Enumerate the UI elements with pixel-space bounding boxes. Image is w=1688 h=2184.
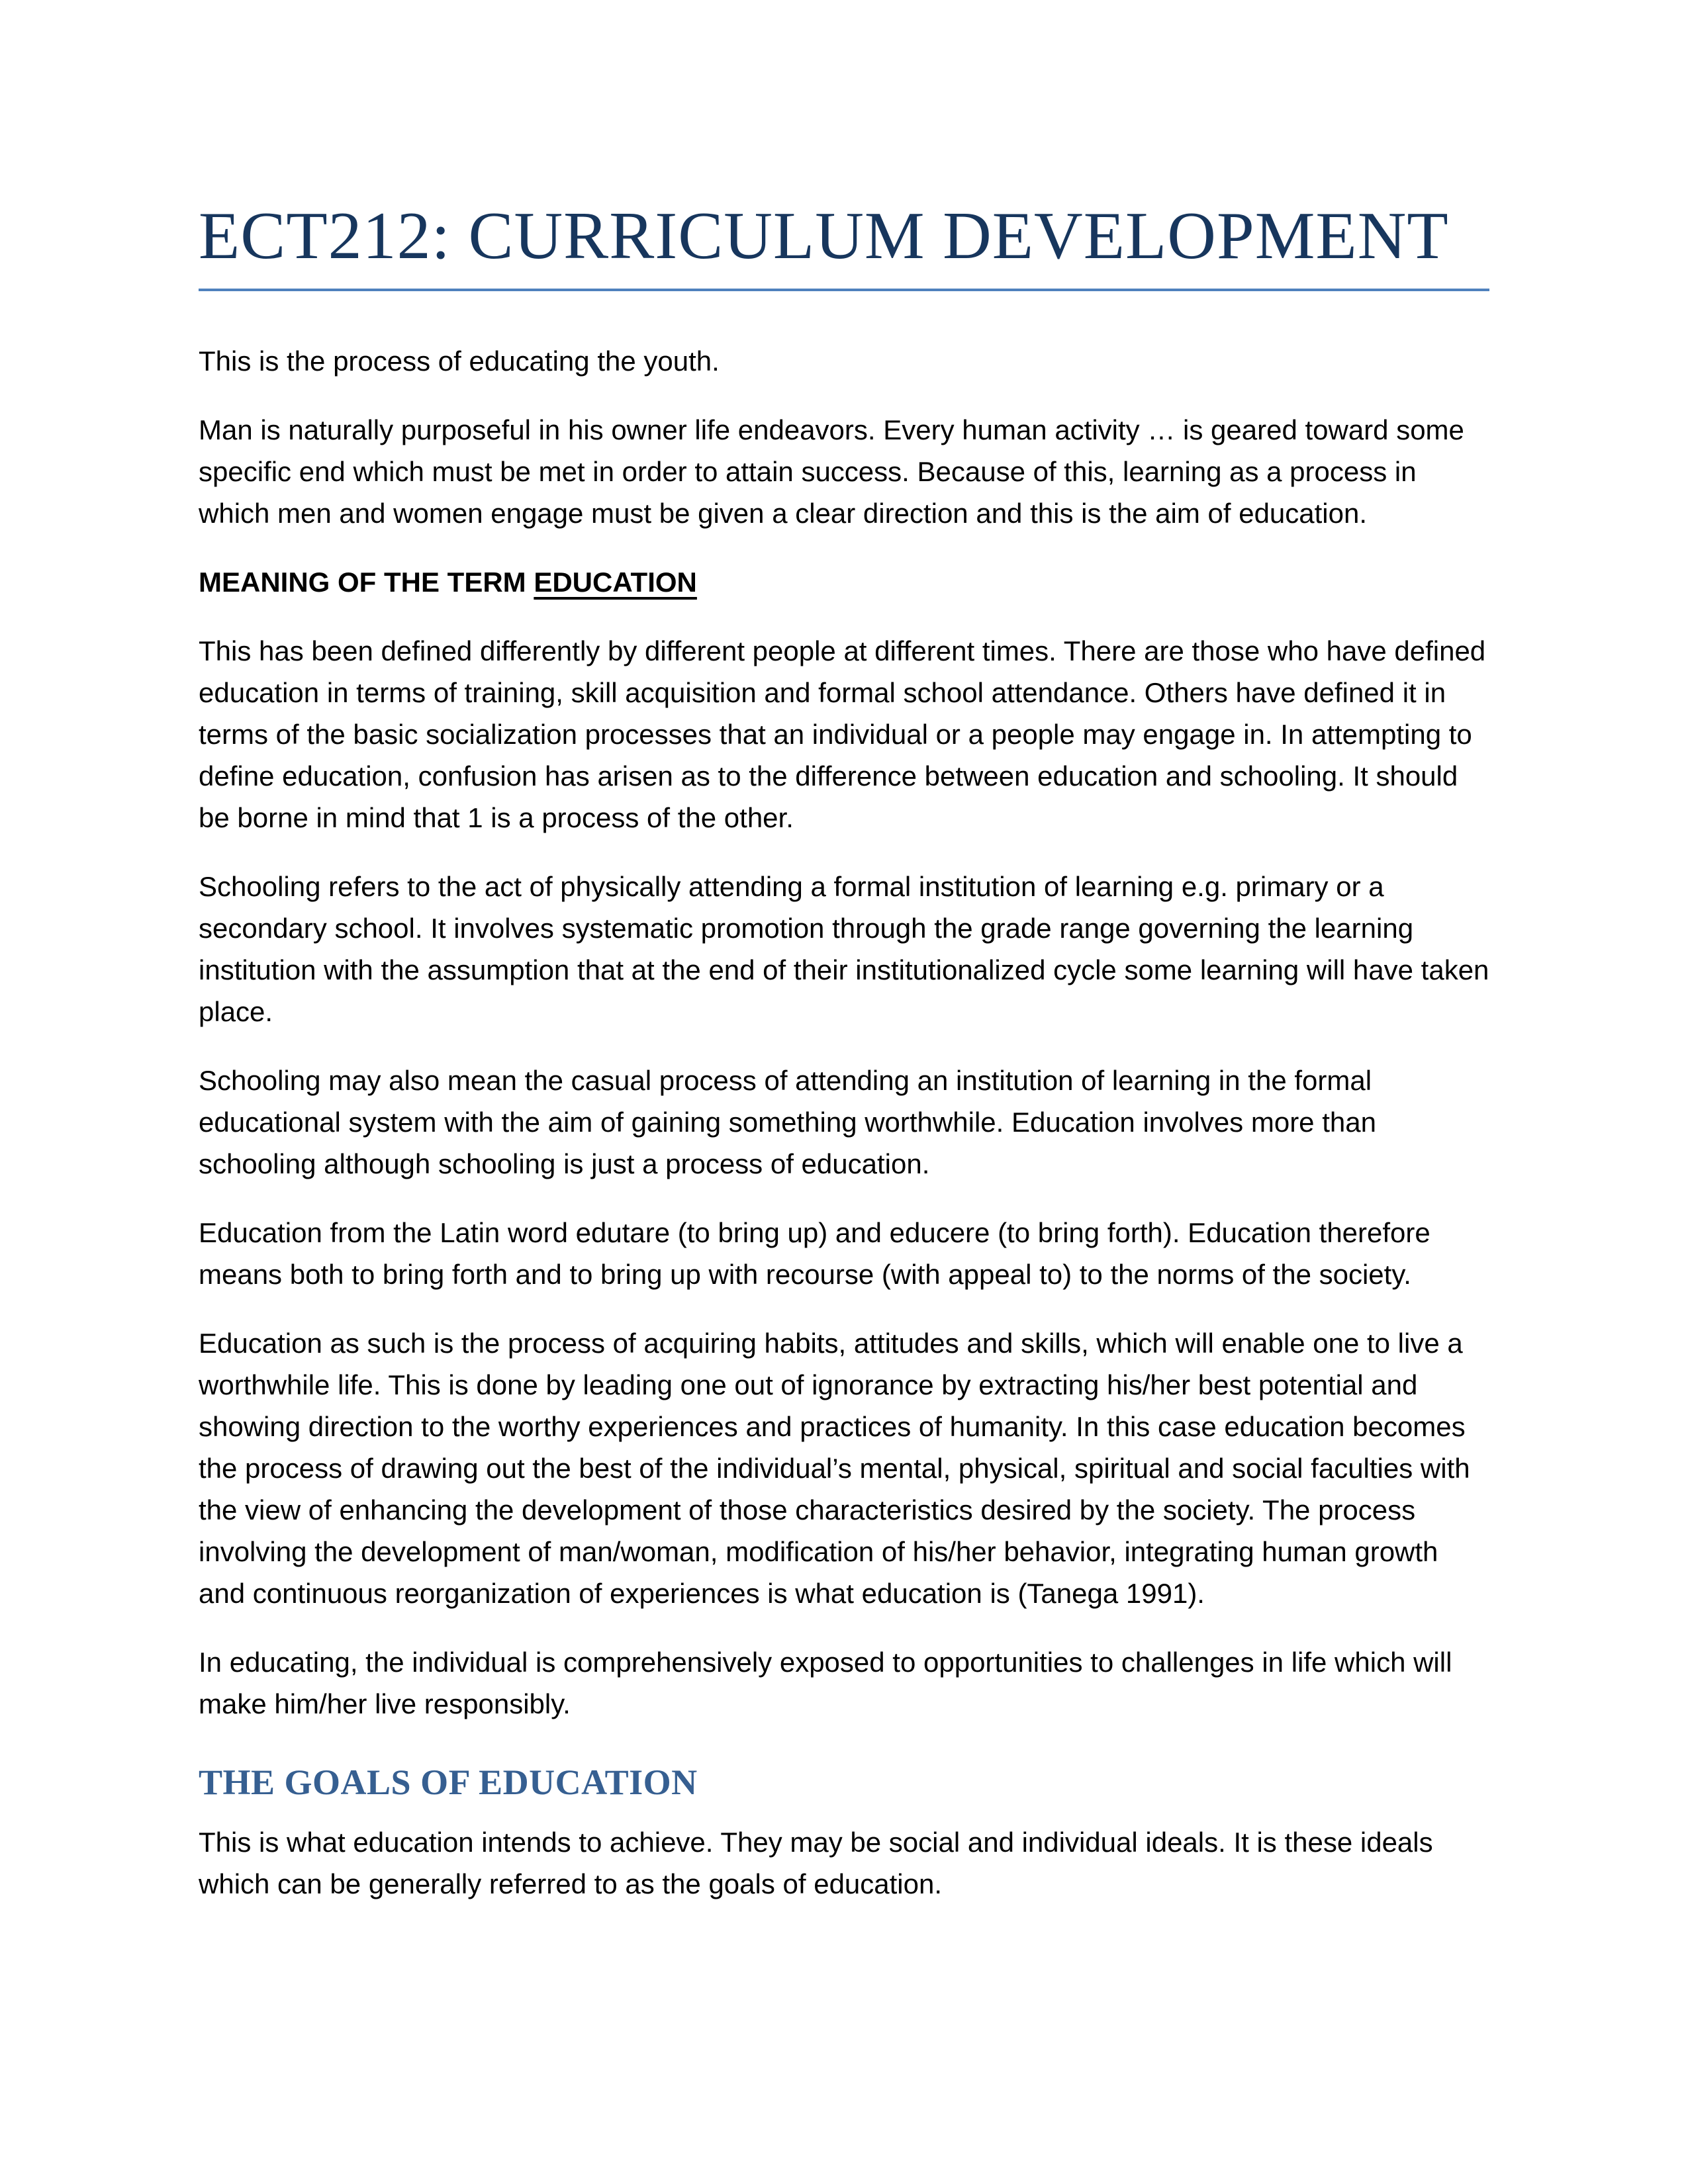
heading-meaning-prefix: MEANING OF THE TERM [199, 567, 534, 598]
section-heading-goals-of-education: THE GOALS OF EDUCATION [199, 1762, 698, 1803]
heading-meaning-term-underlined: EDUCATION [534, 567, 697, 598]
paragraph-meaning-1: This has been defined differently by different people at different times. There are those who have defined education in terms of training, skill acquisition and formal school attendance. Others have defined it in terms of the basic socialization processes that an individual or a people may engage in. In attempting to define education, confusion has arisen as to the difference between education and schooling. It should be borne in mind that 1 is a process of the other. [199, 635, 1486, 834]
document-title: ECT212: CURRICULUM DEVELOPMENT [199, 199, 1489, 291]
paragraph-goals-1: This is what education intends to achieve. They may be social and individual ideals. It is these ideals which can be generally referred to as the goals of education. [199, 1827, 1433, 1900]
section-heading-meaning-of-the-term-education [199, 561, 1489, 603]
paragraph-meaning-5: Education as such is the process of acquiring habits, attitudes and skills, which will enable one to live a worthwhile life. This is done by leading one out of ignorance by extracting his/her best potential and showing direction to the worthy experiences and practices of humanity. In this case education becomes the process of drawing out the best of the individual’s mental, physical, spiritual and social faculties with the view of enhancing the development of those characteristics desired by the society. The process involving the development of man/woman, modification of his/her behavior, integrating human growth and continuous reorganization of experiences is what education is (Tanega 1991). [199, 1328, 1470, 1610]
paragraph-meaning-2: Schooling refers to the act of physically attending a formal institution of learning e.g. primary or a secondary school. It involves systematic promotion through the grade range governing the learning institution with the assumption that at the end of their institutionalized cycle some learning will have taken place. [199, 871, 1489, 1028]
paragraph-meaning-3: Schooling may also mean the casual process of attending an institution of learning in the formal educational system with the aim of gaining something worthwhile. Education involves more than schooling although schooling is just a process of education. [199, 1065, 1376, 1180]
paragraph-meaning-6: In educating, the individual is comprehensively exposed to opportunities to challenges in life which will make him/her live responsibly. [199, 1647, 1452, 1720]
paragraph-intro-1: This is the process of educating the youth. [199, 345, 720, 377]
paragraph-intro-2: Man is naturally purposeful in his owner life endeavors. Every human activity … is geared toward some specific end which must be met in order to attain success. Because of this, learning as a process in which men and women engage must be given a clear direction and this is the aim of education. [199, 414, 1464, 529]
paragraph-meaning-4: Education from the Latin word edutare (to bring up) and educere (to bring forth). Education therefore means both to bring forth and to bring up with recourse (with appeal to) to the norms of the society. [199, 1217, 1430, 1291]
